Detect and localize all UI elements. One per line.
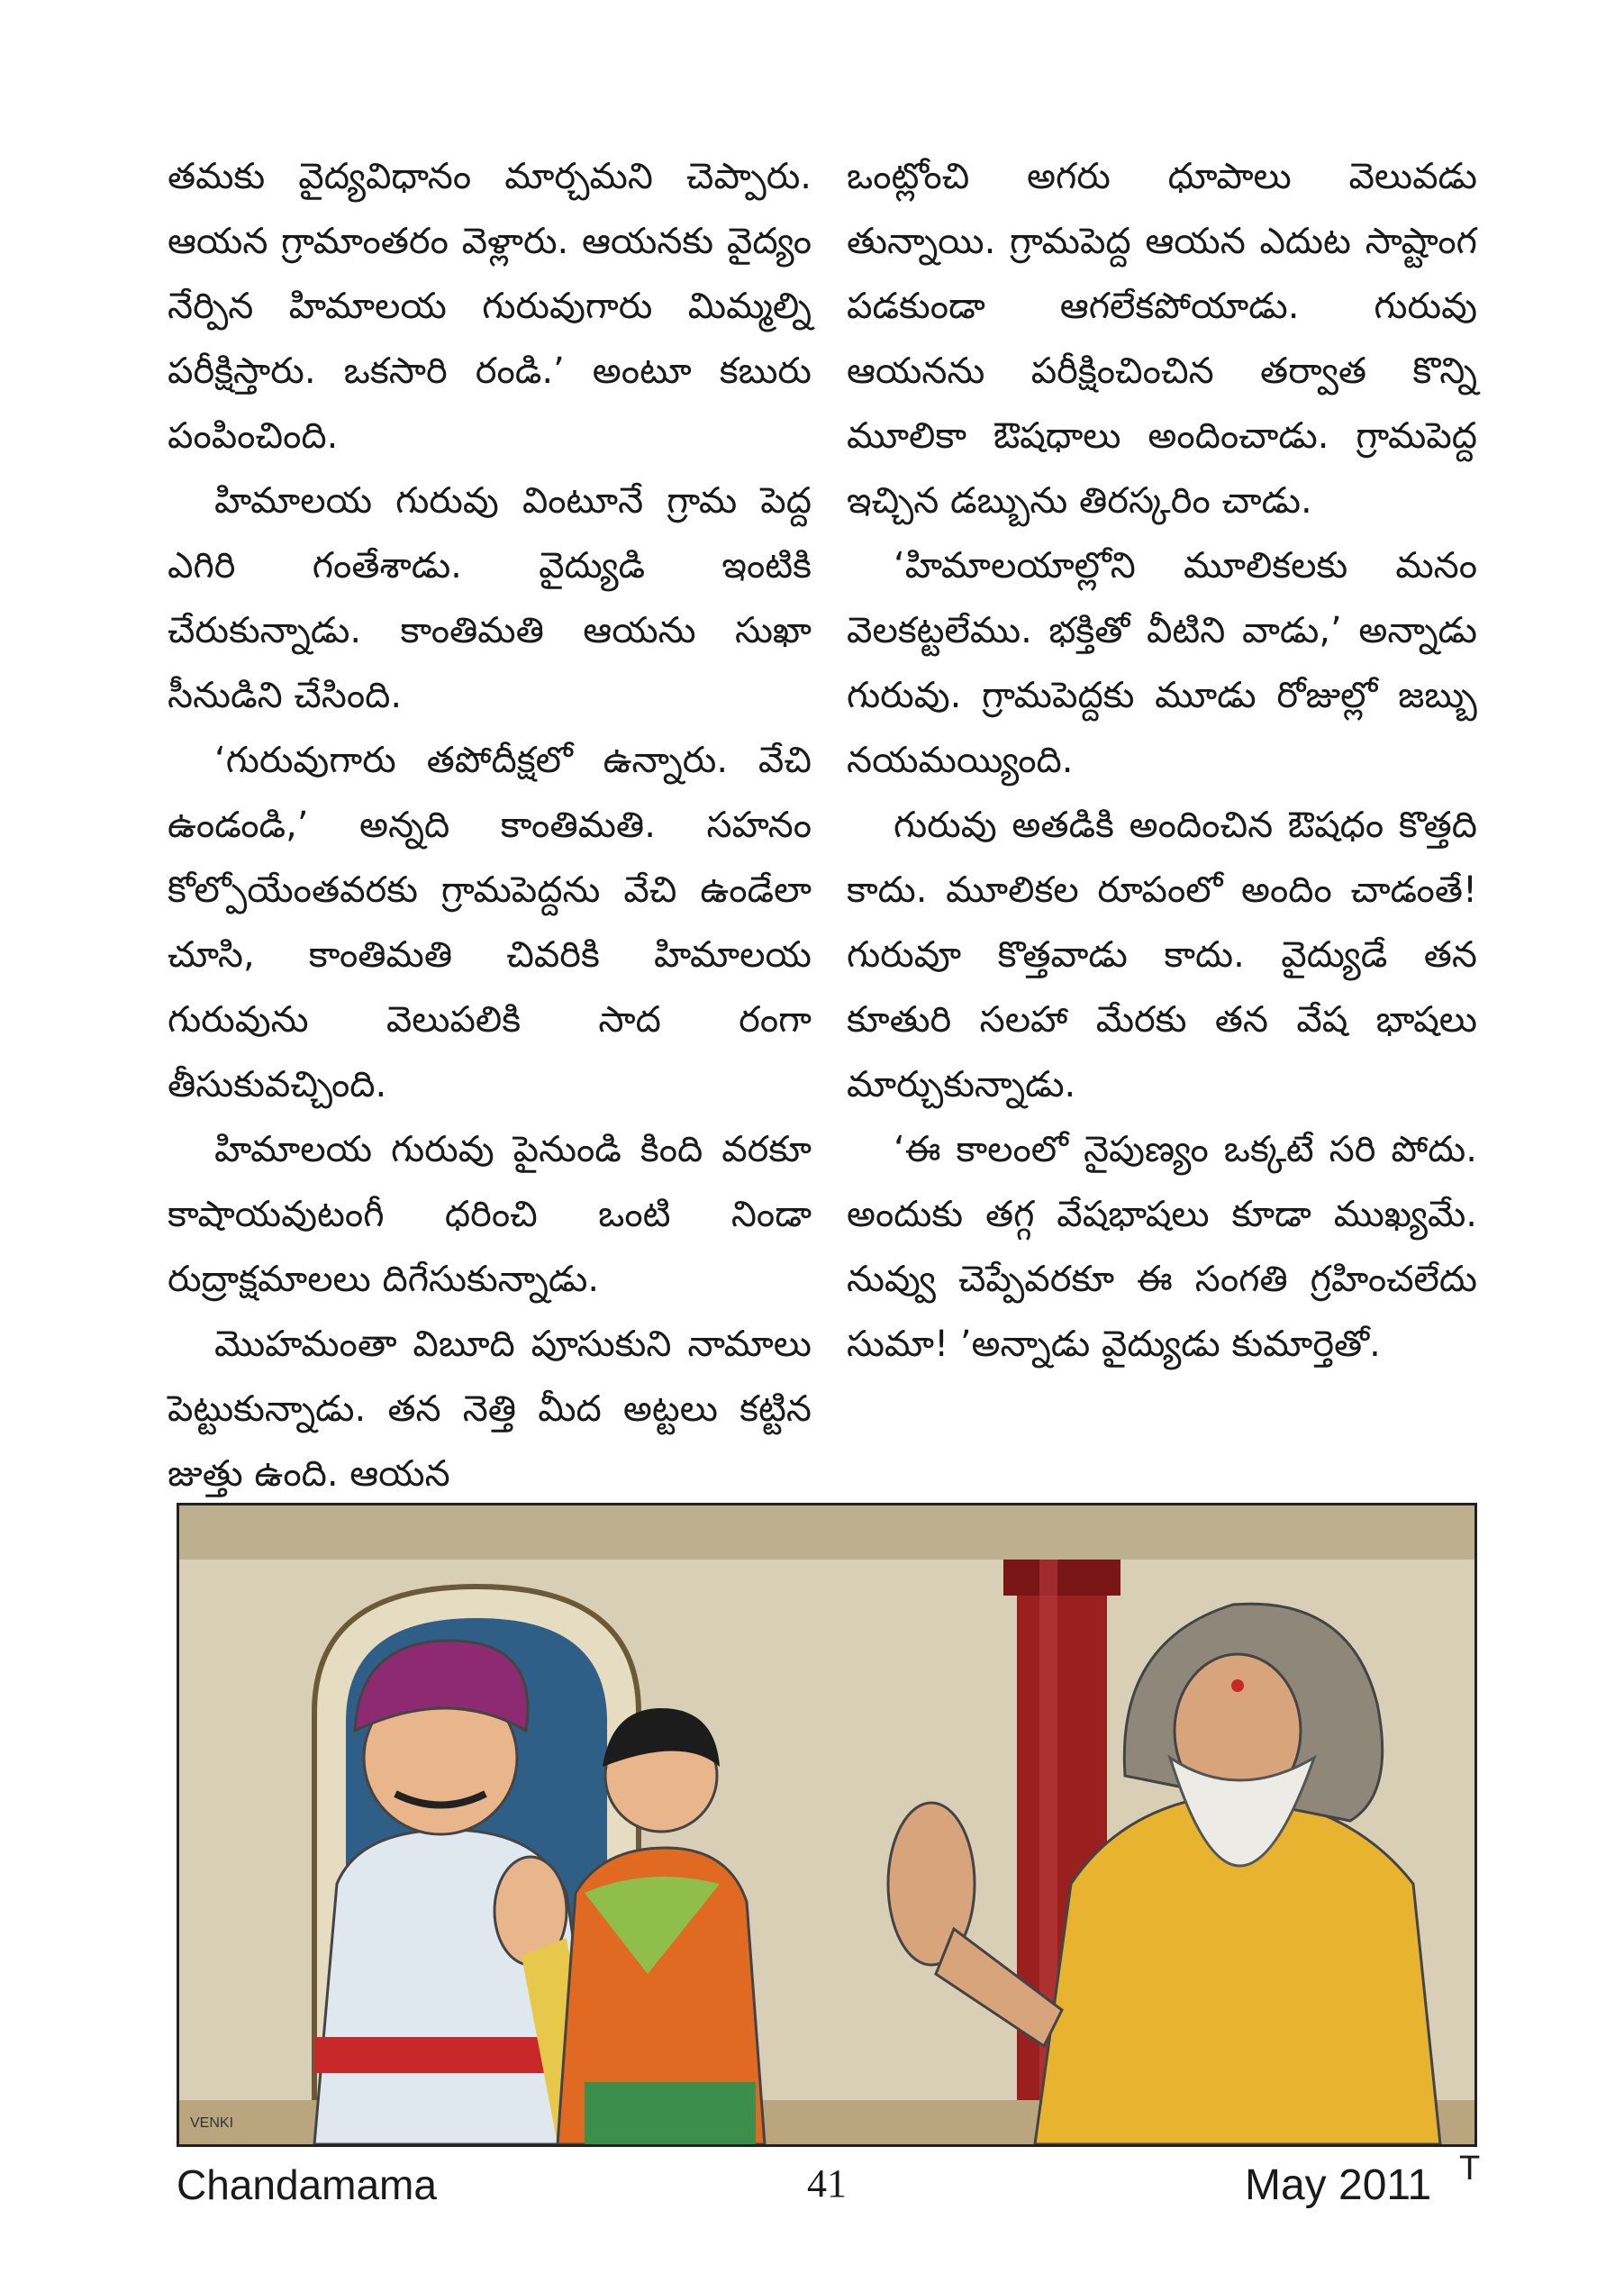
paragraph: హిమాలయ గురువు పైనుండి కింది వరకూ కాషాయవుటంగీ ధరించి ఒంటి నిండా రుద్రాక్షమాలలు దిగేసుకున్నాడు. (168, 1129, 812, 1300)
corner-mark: T (1459, 2150, 1481, 2187)
story-illustration (177, 1503, 1477, 2147)
paragraph: ఒంట్లోంచి అగరు ధూపాలు వెలువడు తున్నాయి. గ్రామపెద్ద ఆయన ఎదుట సాష్టాంగ పడకుండా ఆగలేకపోయాడు. గురువు ఆయనను పరీక్షించించిన తర్వాత కొన్ని మూలికా ఔషధాలు అందించాడు. గ్రామపెద్ద ఇచ్చిన డబ్బును తిరస్కరిం చాడు. (847, 156, 1477, 522)
artist-signature: VENKI (190, 2115, 234, 2131)
paragraph: హిమాలయ గురువు వింటూనే గ్రామ పెద్ద ఎగిరి గంతేశాడు. వైద్యుడి ఇంటికి చేరుకున్నాడు. కాంతిమతి ఆయను సుఖా సీనుడిని చేసింది. (168, 480, 812, 716)
paragraph: గురువు అతడికి అందించిన ఔషధం కొత్తది కాదు. మూలికల రూపంలో అందిం చాడంతే! గురువూ కొత్తవాడు కాదు. వైద్యుడే తన కూతురి సలహా మేరకు తన వేష భాషలు మార్చుకున్నాడు. (847, 805, 1477, 1105)
paragraph: మొహమంతా విబూది పూసుకుని నామాలు పెట్టుకున్నాడు. తన నెత్తి మీద అట్టలు కట్టిన జుత్తు ఉంది. ఆయన (168, 1323, 812, 1495)
left-column (168, 144, 812, 1506)
paragraph: ‘హిమాలయాల్లోని మూలికలకు మనం వెలకట్టలేము. భక్తితో వీటిని వాడు,’ అన్నాడు గురువు. గ్రామపెద్దకు మూడు రోజుల్లో జబ్బు నయమయ్యింది. (847, 545, 1477, 781)
paragraph: తమకు వైద్యవిధానం మార్చమని చెప్పారు. ఆయన గ్రామాంతరం వెళ్లారు. ఆయనకు వైద్యం నేర్పిన హిమాలయ గురువుగారు మిమ్మల్ని పరీక్షిస్తారు. ఒకసారి రండి.’ అంటూ కబురు పంపించింది. (168, 156, 812, 457)
paragraph: ‘ఈ కాలంలో నైపుణ్యం ఒక్కటే సరి పోదు. అందుకు తగ్గ వేషభాషలు కూడా ముఖ్యమే. నువ్వు చెప్పేవరకూ ఈ సంగతి గ్రహించలేదు సుమా! ’అన్నాడు వైద్యుడు కుమార్తెతో. (847, 1129, 1477, 1365)
right-column (847, 144, 1477, 1377)
issue-date: May 2011 (1245, 2161, 1432, 2209)
magazine-name: Chandamama (177, 2161, 437, 2208)
page-number: 41 (807, 2161, 847, 2206)
illustration-scene (179, 1505, 1474, 2144)
paragraph: ‘గురువుగారు తపోదీక్షలో ఉన్నారు. వేచి ఉండండి,’ అన్నది కాంతిమతి. సహనం కోల్పోయేంతవరకు గ్రామపెద్దను వేచి ఉండేలా చూసి, కాంతిమతి చివరికి హిమాలయ గురువును వెలుపలికి సాద రంగా తీసుకువచ్చింది. (168, 740, 812, 1105)
